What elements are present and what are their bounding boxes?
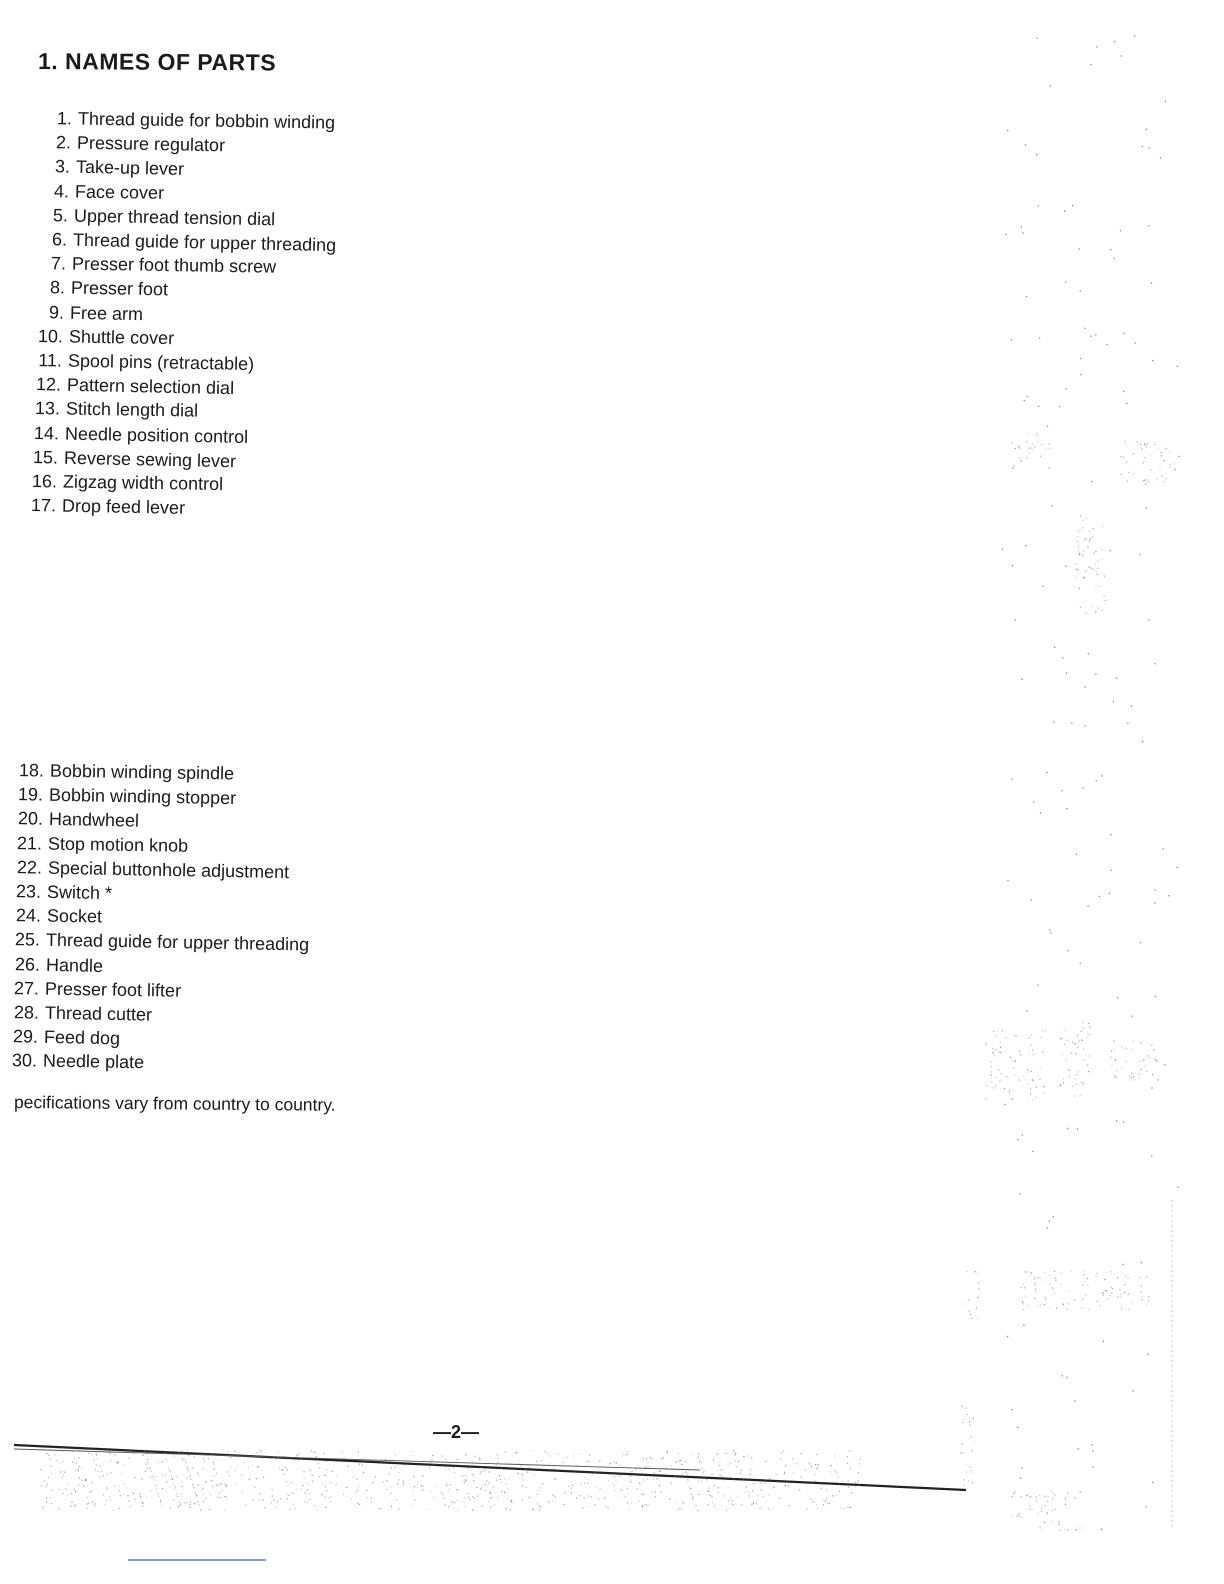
part-number: 7. [50,253,67,274]
part-label: Pattern selection dial [66,374,235,399]
part-label: Reverse sewing lever [63,447,237,472]
part-item [32,398,198,422]
part-number: 15. [32,446,59,468]
part-label: Bobbin winding stopper [49,784,237,809]
part-label: Thread guide for bobbin winding [77,108,336,133]
part-number: 9. [48,301,65,323]
part-number: 11. [38,350,63,371]
part-label: Shuttle cover [68,326,175,348]
part-item [31,423,248,448]
part-item [44,108,335,134]
part-number: 30. [12,1050,38,1071]
part-number: 13. [34,398,61,419]
part-label: Face cover [74,181,165,203]
part-number: 3. [54,156,71,177]
part-item [3,1050,144,1073]
part-item [29,471,223,495]
part-item [40,205,275,230]
part-item [38,253,276,278]
part-number: 22. [16,856,42,878]
part-label: Bobbin winding spindle [49,760,235,784]
part-label: Needle plate [43,1051,145,1073]
part-label: Socket [46,905,102,927]
part-number: 6. [51,229,68,250]
part-item [5,978,181,1002]
part-number: 4. [53,180,70,202]
part-item [41,181,164,204]
part-number: 21. [17,832,43,854]
part-number: 5. [52,205,69,226]
part-label: Stop motion knob [48,833,189,856]
section-heading: 1. NAMES OF PARTS [37,48,277,76]
part-label: Handle [45,954,103,976]
part-item [37,277,168,300]
part-label: Drop feed lever [61,495,186,519]
part-item [6,929,310,956]
part-item [7,881,112,904]
part-label: Upper thread tension dial [73,205,276,230]
part-label: Feed dog [43,1027,121,1049]
part-item [43,132,225,156]
part-label: Presser foot thumb screw [71,253,277,277]
part-number: 23. [16,881,42,902]
part-label: Handwheel [48,809,140,832]
part-label: Needle position control [64,423,249,447]
part-number: 24. [15,905,41,926]
part-item [9,784,236,809]
part-label: Spool pins (retractable) [67,350,255,375]
part-label: Special buttonhole adjustment [47,857,290,882]
part-number: 2. [55,132,72,153]
part-label: Stitch length dial [65,398,199,421]
part-label: Thread cutter [44,1002,152,1025]
part-item [4,1026,120,1049]
part-number: 17. [30,495,57,516]
part-item [9,808,139,832]
part-number: 18. [18,760,45,781]
part-item [8,833,188,857]
part-item [35,326,174,349]
part-number: 26. [14,953,40,975]
part-number: 19. [18,784,44,805]
part-label: Thread guide for upper threading [72,229,337,256]
part-label: Take-up lever [75,157,185,180]
part-number: 27. [13,977,40,999]
part-number: 29. [12,1026,39,1047]
part-number: 16. [31,471,58,492]
part-number: 12. [35,374,62,395]
part-label: Presser foot [70,278,169,300]
part-item [36,302,143,325]
part-item [30,447,236,472]
part-item [8,857,290,883]
part-number: 28. [13,1002,39,1023]
specifications-note: pecifications vary from country to country. [13,1092,336,1115]
part-label: Presser foot lifter [44,978,182,1001]
part-item [39,229,337,256]
part-label: Switch * [47,881,113,904]
part-label: Thread guide for upper threading [45,930,310,955]
part-item [42,156,184,180]
part-item [7,905,102,927]
part-item [5,954,102,977]
part-item [28,495,185,519]
part-number: 20. [17,808,44,830]
page-number: —2— [433,1422,480,1442]
part-number: 14. [33,422,60,444]
part-item [10,760,234,785]
part-item [33,374,235,399]
part-number: 10. [37,325,64,347]
part-label: Pressure regulator [76,132,226,156]
part-label: Free arm [69,302,144,324]
part-number: 25. [14,929,41,951]
part-number: 1. [56,108,73,129]
part-item [4,1002,151,1026]
part-item [34,350,254,375]
part-label: Zigzag width control [62,471,224,495]
part-number: 8. [49,277,66,298]
